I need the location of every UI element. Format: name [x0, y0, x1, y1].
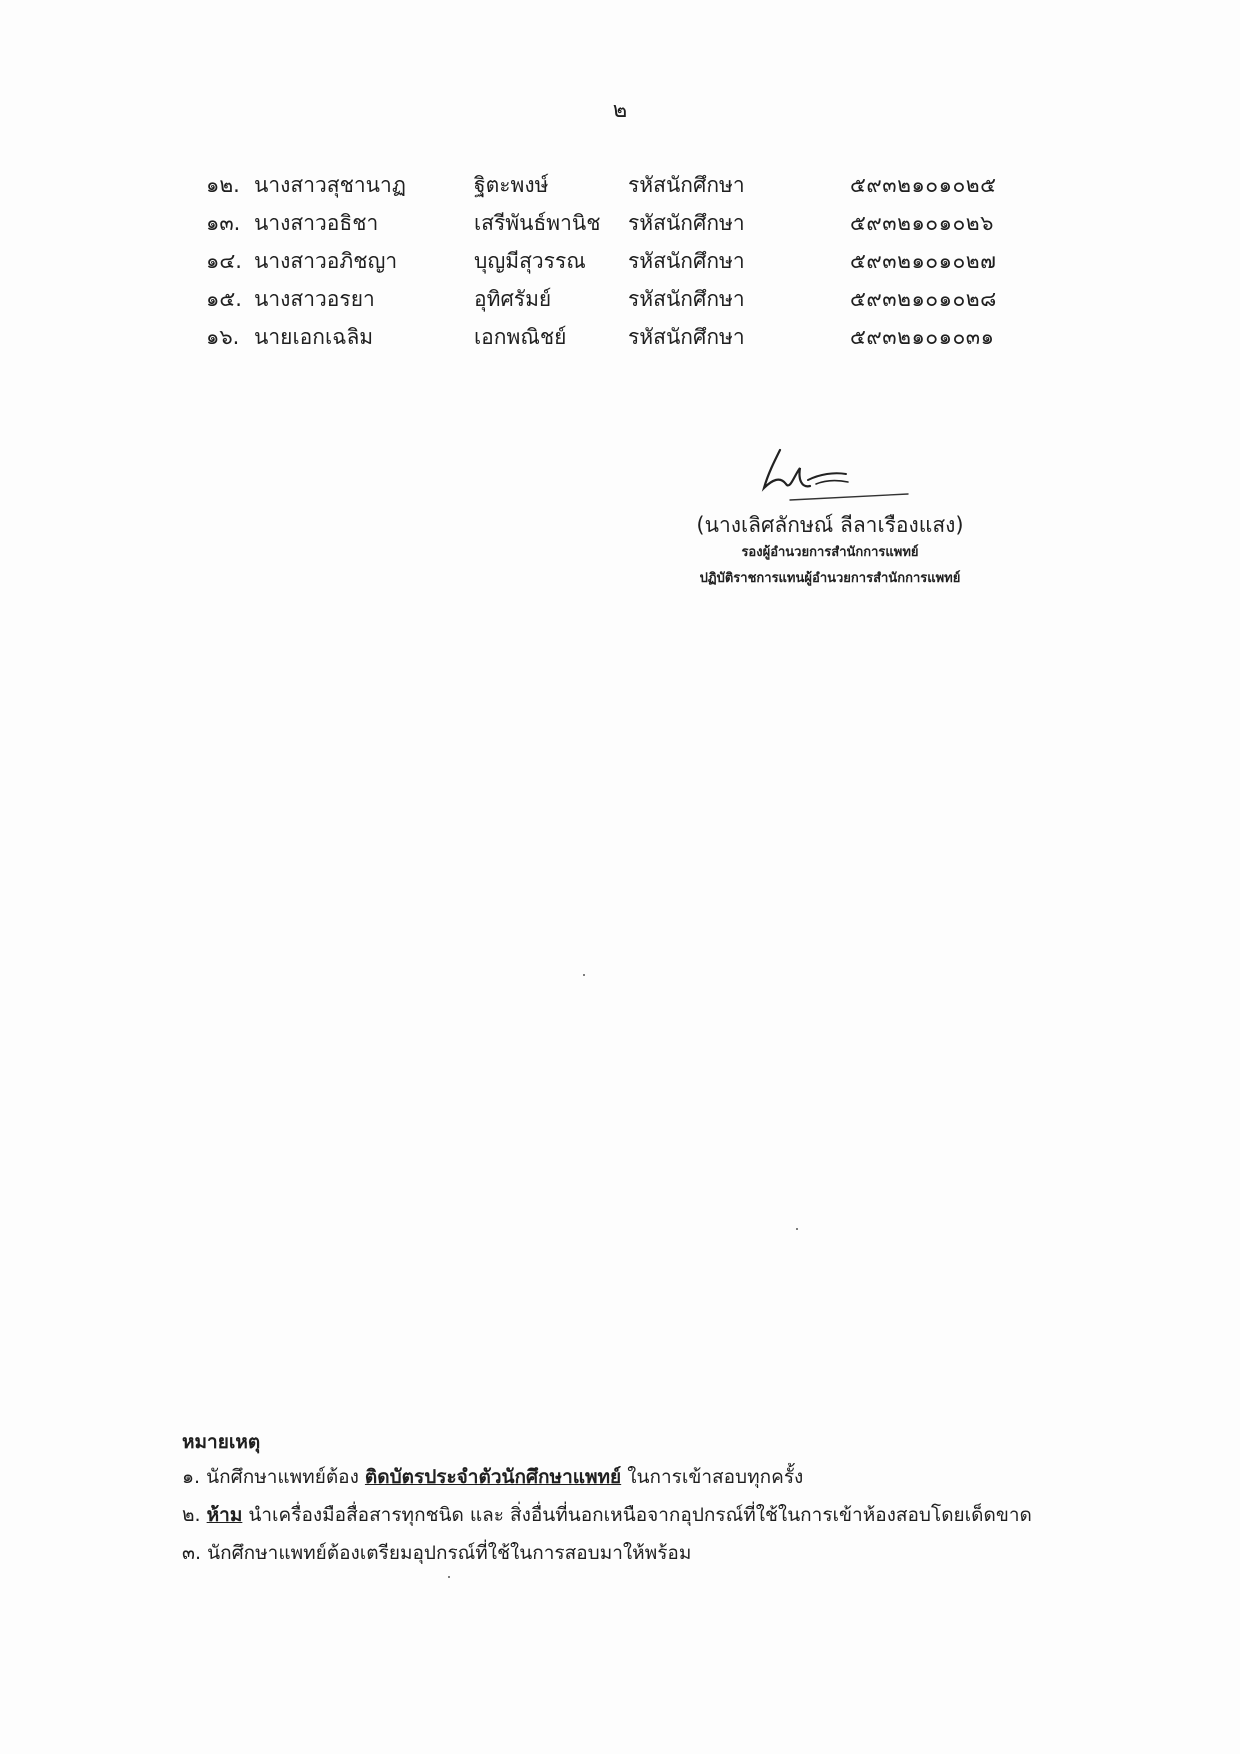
student-number: ๑๖.	[206, 325, 240, 349]
remark-item	[182, 1496, 1142, 1534]
remarks-heading: หมายเหตุ	[182, 1431, 261, 1453]
remarks-section	[182, 1426, 1142, 1572]
student-id-label: รหัสนักศึกษา	[628, 173, 745, 197]
signature-block	[640, 440, 1020, 592]
student-first-name: นางสาวอรยา	[254, 287, 375, 311]
student-last-name: เอกพณิชย์	[474, 325, 567, 349]
student-first-name: นางสาวอภิชญา	[254, 249, 398, 273]
student-row	[206, 166, 1026, 204]
student-row	[206, 318, 1026, 356]
student-number: ๑๒.	[206, 173, 240, 197]
remark-number: ๓.	[182, 1542, 202, 1564]
student-last-name: อุทิศรัมย์	[474, 287, 552, 311]
signer-title-acting: ปฏิบัติราชการแทนผู้อำนวยการสำนักการแพทย์	[699, 571, 961, 586]
student-row	[206, 280, 1026, 318]
student-row	[206, 242, 1026, 280]
scan-speck	[583, 974, 585, 976]
student-id: ๕๙๓๒๑๐๑๐๒๘	[850, 287, 997, 311]
student-id-label: รหัสนักศึกษา	[628, 249, 745, 273]
student-number: ๑๕.	[206, 287, 242, 311]
student-id: ๕๙๓๒๑๐๑๐๓๑	[850, 325, 995, 349]
student-number: ๑๔.	[206, 249, 242, 273]
student-first-name: นายเอกเฉลิม	[254, 325, 374, 349]
student-id-label: รหัสนักศึกษา	[628, 211, 745, 235]
student-list	[206, 166, 1026, 356]
student-first-name: นางสาวอธิชา	[254, 211, 379, 235]
student-id: ๕๙๓๒๑๐๑๐๒๗	[850, 249, 997, 273]
remark-text-end: นำเครื่องมือสื่อสารทุกชนิด และ สิ่งอื่นที่นอกเหนือจากอุปกรณ์ที่ใช้ในการเข้าห้องสอบโดยเด็ดขาด	[248, 1504, 1032, 1526]
remark-text: นักศึกษาแพทย์ต้อง	[206, 1466, 359, 1488]
page-number: ๒	[612, 98, 628, 123]
student-id-label: รหัสนักศึกษา	[628, 325, 745, 349]
student-id: ๕๙๓๒๑๐๑๐๒๕	[850, 173, 997, 197]
remark-number: ๒.	[182, 1504, 201, 1526]
remark-emphasis: ติดบัตรประจำตัวนักศึกษาแพทย์	[364, 1466, 622, 1488]
student-last-name: บุญมีสุวรรณ	[474, 249, 586, 273]
student-first-name: นางสาวสุชานาฏ	[254, 173, 406, 197]
student-id: ๕๙๓๒๑๐๑๐๒๖	[850, 211, 994, 235]
scan-speck	[448, 1576, 450, 1578]
remark-text: นักศึกษาแพทย์ต้องเตรียมอุปกรณ์ที่ใช้ในการสอบมาให้พร้อม	[207, 1542, 692, 1564]
remark-text-end: ในการเข้าสอบทุกครั้ง	[627, 1466, 804, 1488]
scan-speck	[796, 1228, 798, 1230]
signer-name: (นางเลิศลักษณ์ ลีลาเรืองแสง)	[696, 513, 964, 537]
remark-number: ๑.	[182, 1466, 201, 1488]
student-number: ๑๓.	[206, 211, 241, 235]
remark-item	[182, 1534, 1142, 1572]
remark-item	[182, 1458, 1142, 1496]
remark-emphasis: ห้าม	[206, 1504, 243, 1526]
student-row	[206, 204, 1026, 242]
student-id-label: รหัสนักศึกษา	[628, 287, 745, 311]
student-last-name: เสรีพันธ์พานิช	[474, 211, 601, 235]
signer-title: รองผู้อำนวยการสำนักการแพทย์	[741, 545, 919, 560]
handwritten-signature	[750, 440, 910, 506]
student-last-name: ฐิตะพงษ์	[474, 173, 549, 197]
